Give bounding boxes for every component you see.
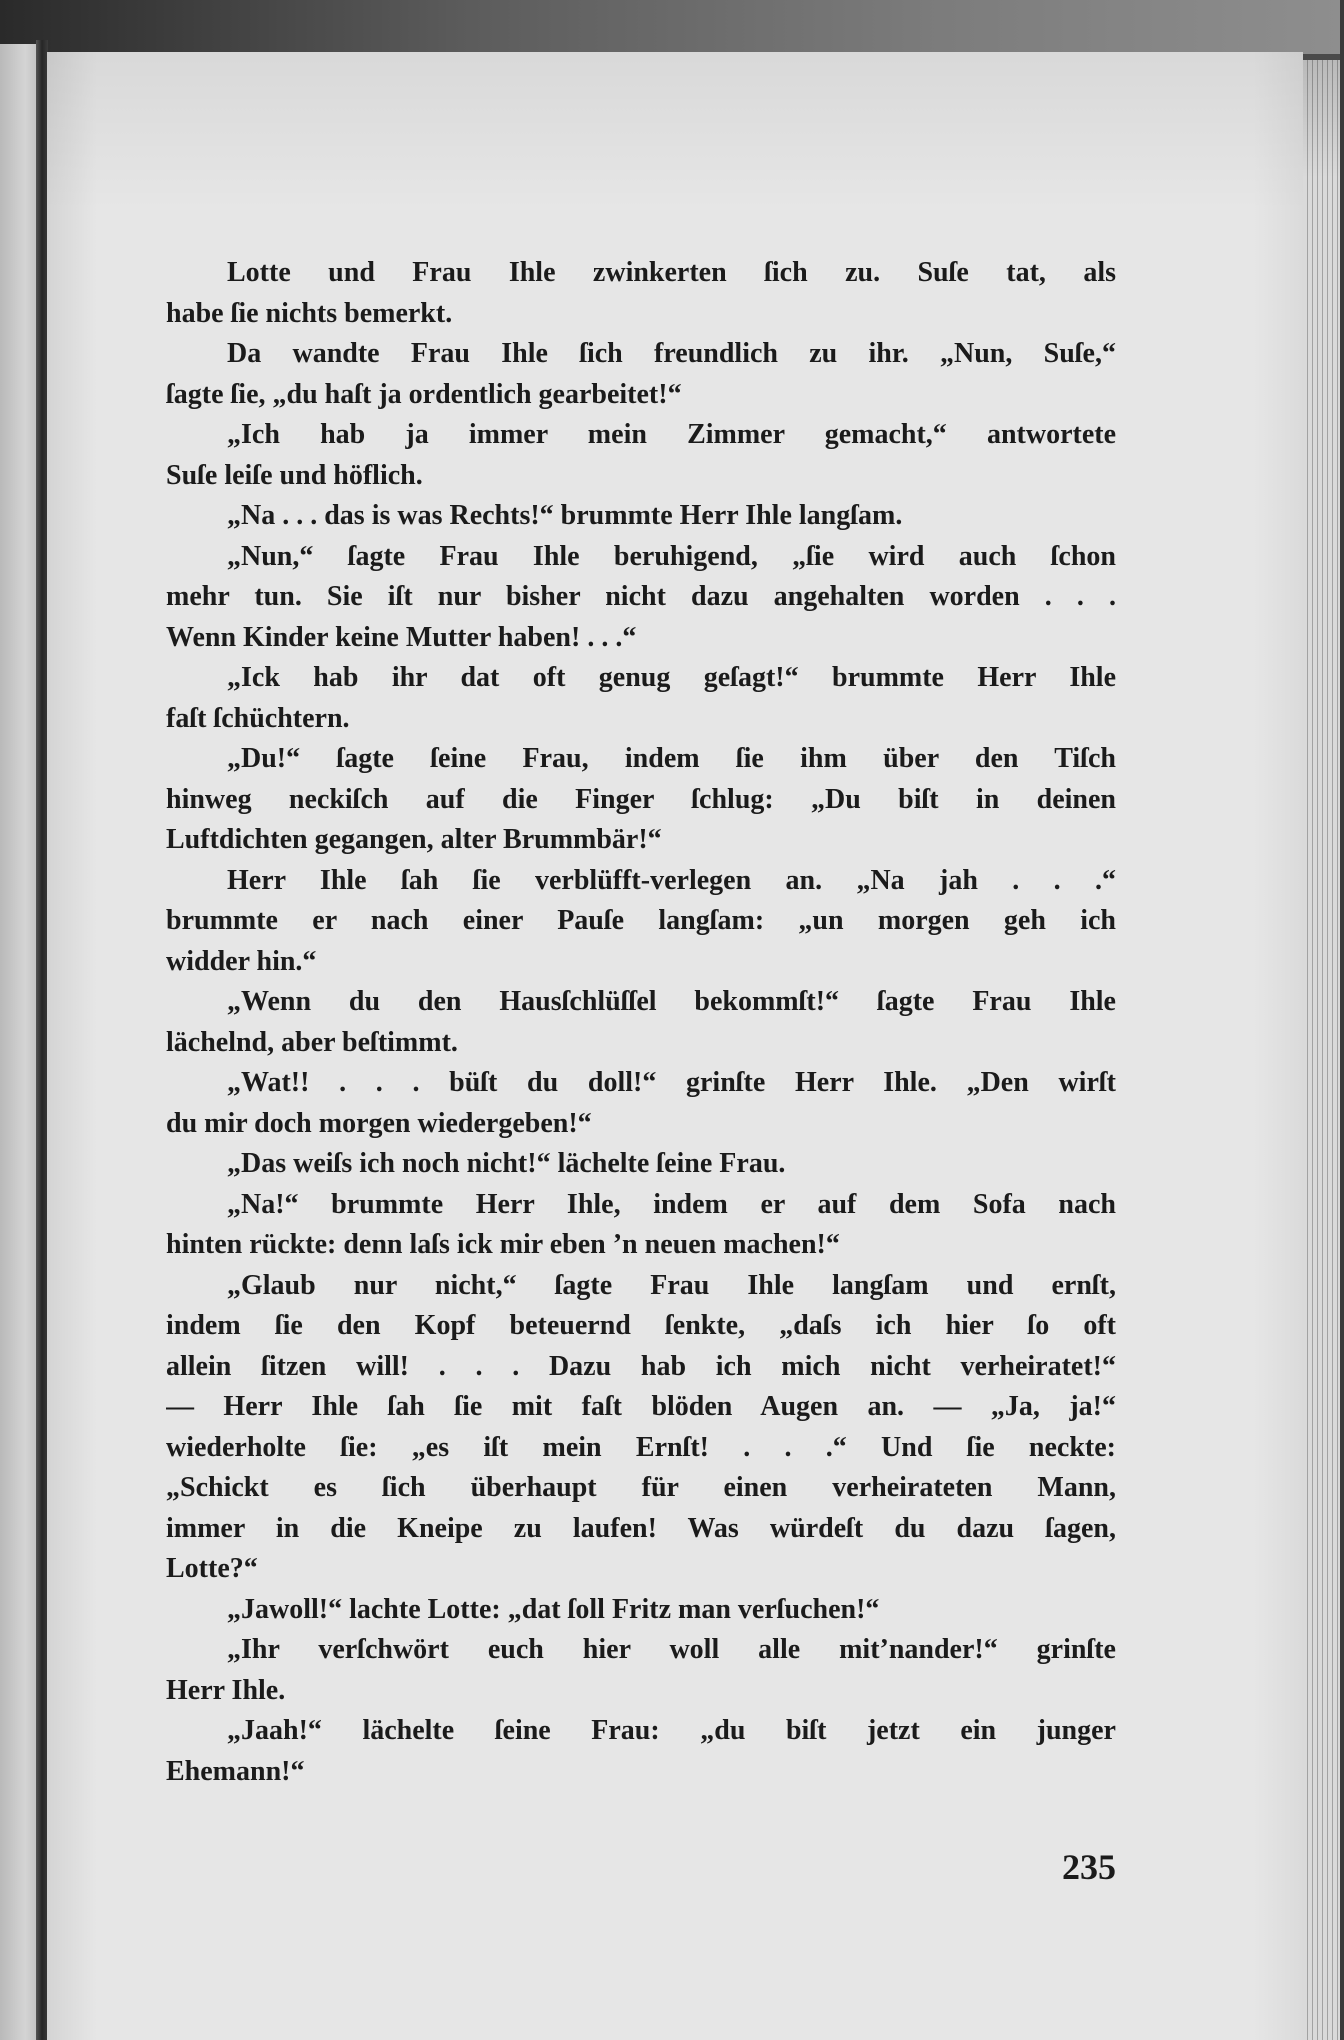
line-text: „Jawoll!“ lachte Lotte: „dat ſoll Fritz man verſuchen!“ <box>227 1593 880 1625</box>
text-line <box>166 1306 1116 1347</box>
line-text: Lotte?“ <box>166 1553 258 1584</box>
left-page-edge <box>0 44 36 2040</box>
text-line <box>166 699 1116 740</box>
line-text: „Na!“ brummte Herr Ihle, indem er auf dem Sofa nach <box>227 1188 1116 1220</box>
text-line <box>166 537 1116 578</box>
line-text: allein ſitzen will! . . . Dazu hab ich mich nicht verheiratet!“ <box>166 1350 1116 1382</box>
text-line <box>166 496 1116 537</box>
line-text: „Glaub nur nicht,“ ſagte Frau Ihle langſam und ernſt, <box>227 1269 1116 1301</box>
line-text: lächelnd, aber beſtimmt. <box>166 1026 458 1058</box>
text-line <box>166 658 1116 699</box>
paragraph <box>166 1144 1116 1185</box>
text-line <box>166 1549 1116 1590</box>
paragraph <box>166 1711 1116 1792</box>
paragraph <box>166 253 1116 334</box>
scan-background-top <box>0 0 1344 54</box>
line-text: habe ſie nichts bemerkt. <box>166 297 453 329</box>
paragraph <box>166 1590 1116 1631</box>
line-text: Ehemann!“ <box>166 1755 305 1787</box>
right-page-edges <box>1303 60 1340 2040</box>
text-line <box>166 1590 1116 1631</box>
text-line <box>166 1347 1116 1388</box>
text-line <box>166 1104 1116 1145</box>
text-line <box>166 739 1116 780</box>
text-line <box>166 861 1116 902</box>
text-line <box>166 253 1116 294</box>
paragraph <box>166 982 1116 1063</box>
line-text: ſagte ſie, „du haſt ja ordentlich gearbeitet!“ <box>166 378 682 410</box>
paragraph <box>166 1266 1116 1590</box>
paragraph <box>166 739 1116 861</box>
text-line <box>166 375 1116 416</box>
line-text: wiederholte ſie: „es iſt mein Ernſt! . . .“ Und ſie neckte: <box>166 1431 1116 1463</box>
text-line <box>166 1063 1116 1104</box>
text-line <box>166 982 1116 1023</box>
paragraph <box>166 1185 1116 1266</box>
paragraph <box>166 537 1116 659</box>
line-text: „Ick hab ihr dat oft genug geſagt!“ brummte Herr Ihle <box>227 662 1116 693</box>
text-line <box>166 780 1116 821</box>
paragraph <box>166 415 1116 496</box>
line-text: „Du!“ ſagte ſeine Frau, indem ſie ihm über den Tiſch <box>227 743 1116 774</box>
line-text: brummte er nach einer Pauſe langſam: „un morgen geh ich <box>166 905 1116 936</box>
paragraph <box>166 1630 1116 1711</box>
text-line <box>166 1671 1116 1712</box>
line-text: du mir doch morgen wiedergeben!“ <box>166 1107 592 1139</box>
line-text: indem ſie den Kopf beteuernd ſenkte, „daſs ich hier ſo oft <box>166 1310 1116 1341</box>
text-line <box>166 334 1116 375</box>
text-line <box>166 1225 1116 1266</box>
line-text: „Das weiſs ich noch nicht!“ lächelte ſeine Frau. <box>227 1148 786 1179</box>
text-line <box>166 1630 1116 1671</box>
text-line <box>166 1023 1116 1064</box>
line-text: widder hin.“ <box>166 945 317 977</box>
text-line <box>166 294 1116 335</box>
text-line <box>166 1266 1116 1307</box>
text-line <box>166 1752 1116 1793</box>
text-line <box>166 1185 1116 1226</box>
line-text: „Schickt es ſich überhaupt für einen verheirateten Mann, <box>166 1472 1116 1503</box>
text-line <box>166 1711 1116 1752</box>
text-line <box>166 901 1116 942</box>
text-line <box>166 1387 1116 1428</box>
line-text: „Wat!! . . . büſt du doll!“ grinſte Herr Ihle. „Den wirſt <box>227 1067 1116 1098</box>
line-text: Suſe leiſe und höflich. <box>166 459 423 491</box>
line-text: „Ihr verſchwört euch hier woll alle mit’nander!“ grinſte <box>227 1634 1116 1665</box>
paragraph <box>166 861 1116 983</box>
line-text: Luftdichten gegangen, alter Brummbär!“ <box>166 824 662 855</box>
text-line <box>166 1428 1116 1469</box>
line-text: Herr Ihle. <box>166 1674 286 1706</box>
scan-background-right <box>1340 0 1344 2040</box>
line-text: immer in die Kneipe zu laufen! Was würdeſt du dazu ſagen, <box>166 1512 1116 1544</box>
paragraph <box>166 334 1116 415</box>
text-line <box>166 618 1116 659</box>
text-line <box>166 577 1116 618</box>
paragraph <box>166 658 1116 739</box>
text-line <box>166 1509 1116 1550</box>
line-text: mehr tun. Sie iſt nur bisher nicht dazu angehalten worden . . . <box>166 581 1116 612</box>
text-line <box>166 820 1116 861</box>
line-text: Lotte und Frau Ihle zwinkerten ſich zu. Suſe tat, als <box>227 257 1116 288</box>
text-line <box>166 1144 1116 1185</box>
page-number: 235 <box>1062 1847 1116 1887</box>
paragraph <box>166 1063 1116 1144</box>
line-text: „Ich hab ja immer mein Zimmer gemacht,“ antwortete <box>227 419 1116 450</box>
paragraph <box>166 496 1116 537</box>
text-line <box>166 1468 1116 1509</box>
line-text: „Nun,“ ſagte Frau Ihle beruhigend, „ſie wird auch ſchon <box>227 540 1116 572</box>
text-line <box>166 942 1116 983</box>
line-text: Wenn Kinder keine Mutter haben! . . .“ <box>166 621 637 653</box>
text-line <box>166 415 1116 456</box>
line-text: „Jaah!“ lächelte ſeine Frau: „du biſt jetzt ein junger <box>227 1715 1116 1746</box>
line-text: „Wenn du den Hausſchlüſſel bekommſt!“ ſagte Frau Ihle <box>227 986 1116 1017</box>
text-line <box>166 456 1116 497</box>
line-text: Herr Ihle ſah ſie verblüfft-verlegen an. „Na jah . . .“ <box>227 864 1116 896</box>
line-text: hinten rückte: denn laſs ick mir eben ’n neuen machen!“ <box>166 1229 840 1260</box>
line-text: Da wandte Frau Ihle ſich freundlich zu ihr. „Nun, Suſe,“ <box>227 338 1116 369</box>
body-text <box>166 253 1116 1792</box>
line-text: faſt ſchüchtern. <box>166 702 350 734</box>
line-text: „Na . . . das is was Rechts!“ brummte Herr Ihle langſam. <box>227 500 903 531</box>
book-page <box>47 52 1303 2040</box>
line-text: — Herr Ihle ſah ſie mit faſt blöden Augen an. — „Ja, ja!“ <box>166 1391 1116 1422</box>
line-text: hinweg neckiſch auf die Finger ſchlug: „Du biſt in deinen <box>166 783 1116 815</box>
